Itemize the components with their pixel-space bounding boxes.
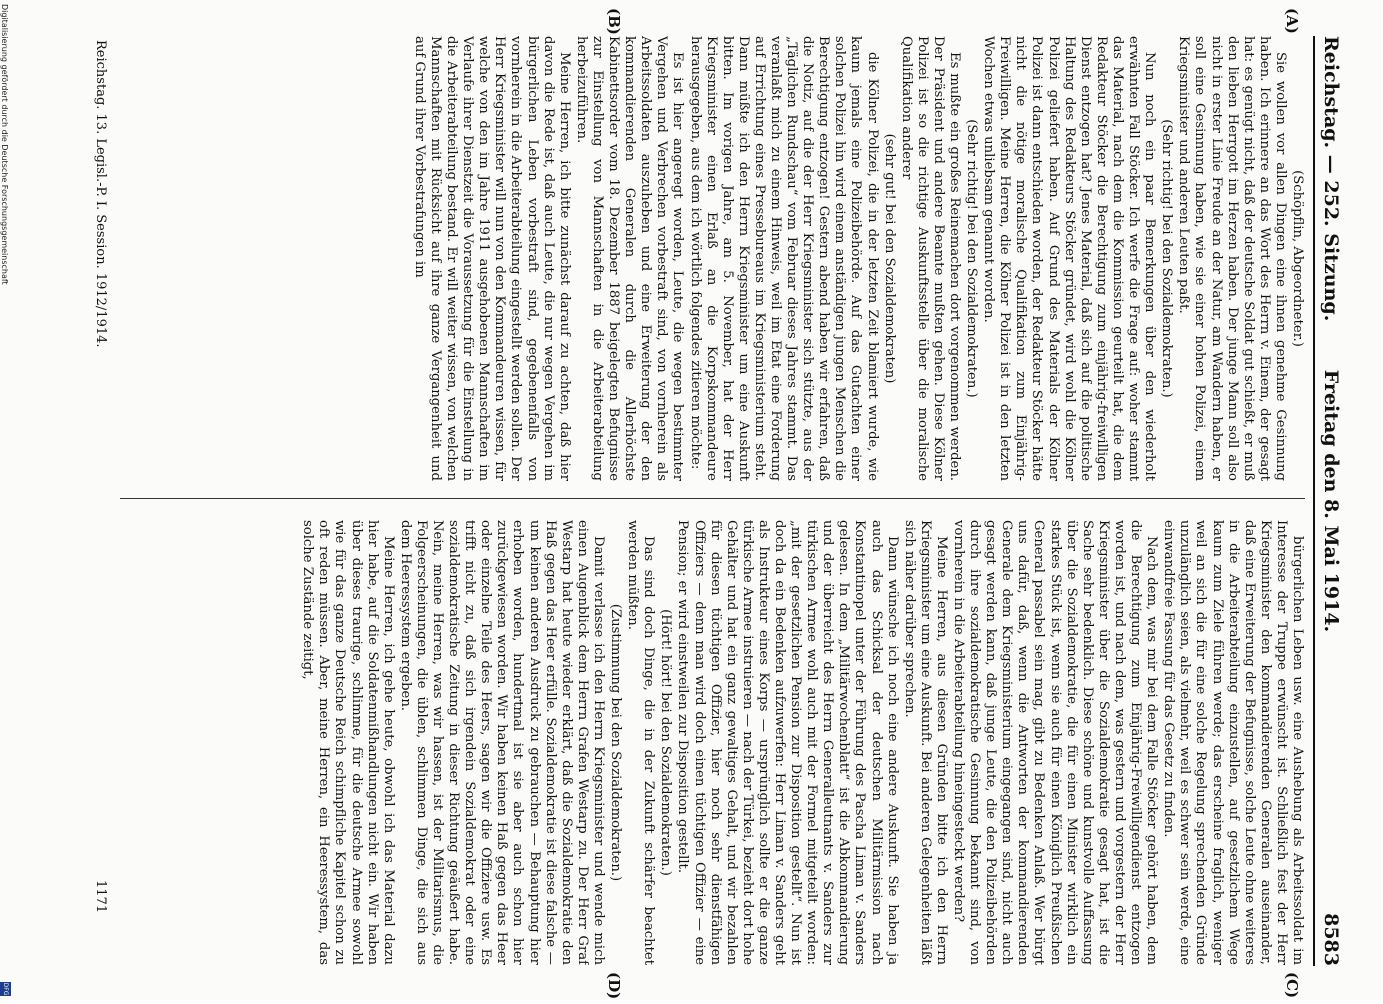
paragraph: Meine Herren, ich gehe heute, obwohl ich das Material dazu hier habe, auf die Soldatenmißhandlungen nicht ein. Wir haben über dieses traurige, schlimme, für die deutsche Armee sowohl wie für das ganze Deutsche Reich schimpfliche Kapitel schon zu oft reden müssen. Aber, meine Herren, ein Heeressystem, das solche Zustände zeitigt, [300, 520, 396, 965]
paragraph: (Sehr richtig! bei den Sozialdemokraten.) [964, 119, 980, 398]
paragraph: die Kölner Polizei, die in der letzten Zeit blamiert wurde, wie kaum jemals eine Polizeibehörde. Auf das Gutachten einer solchen Polizei hin wird einem anständigen jungen Menschen die Berechtigung entzogen! Gestern abend haben wir erfahren, daß die Notiz, auf die der Herr Kriegsminister sich stützte, aus der „Täglichen Rundschau“ vom Februar dieses Jahres stammt. Das veranlaßt mich zu einem Hinweis, weil im Etat eine Forderung auf Errichtung eines Pressebureaus im Kriegsministerium steht. Dann müßte ich den Herrn Kriegsminister um eine Auskunft bitten. Im vorigen Jahre, am 5. November, hat der Herr Kriegsminister einen Erlaß an die Korpskommandeure herausgegeben, aus dem ich wörtlich folgendes zitieren möchte: [687, 36, 880, 481]
header-page-number: 8583 [1320, 913, 1342, 966]
left-column [125, 36, 1305, 481]
margin-mark-c: (C) [1283, 972, 1301, 999]
footer-sheet-number: 1171 [93, 880, 108, 914]
paragraph: (Sehr richtig! bei den Sozialdemokraten.) [1159, 119, 1175, 398]
paragraph: Dann wünsche ich noch eine andere Auskunft. Sie haben ja auch das Schicksal der deutschen Militärmission nach Konstantinopel unter der Führung des Pascha Liman v. Sanders gelesen. In dem „Militärwochenblatt“ ist die Abkommandierung und der überreicht des Herrn Generalleutnants v. Sanders zur türkischen Armee wohl auch mit der Formel mitgeteilt worden: „mit der gesetzlichen Pension zur Disposition gestellt“. Nun ist doch da ein Bedenken aufzuwerfen: Herr Liman v. Sanders geht als Instrukteur eines Korps — ursprünglich sollte er die ganze türkische Armee instruieren — nach der Türkei, bezieht dort hohe Gehälter und hat ein ganz gewaltiges Gehalt, und wir bezahlen für diesen tüchtigen Offizier, hier noch sehr dienstfähigen Offiziers — denn man wird doch einen tüchtigen Offizier — eine Pension; er wird einstweilen zur Disposition gestellt. [675, 520, 900, 965]
paragraph: (sehr gut! bei den Sozialdemokraten) [881, 133, 897, 384]
paragraph: Es ist hier angeregt worden, Leute, die wegen bestimmter Vergehen und Verbrechen vorbestraft sind, von vornherein als Arbeitssoldaten auszuheben und eine Erweiterung der den kommandierenden Generalen durch die Allerhöchste Kabinettsorder vom 18. Dezember 1887 beigelegten Befugnisse zur Einstellung von Mannschaften in die Arbeiterabteilung herbeizuführen. [573, 36, 686, 481]
paragraph: Damit verlasse ich den Herrn Kriegsminister und wende mich einen Augenblick dem Herrn Grafen Westarp zu. Der Herr Graf Westarp hat heute wieder erklärt, daß die Sozialdemokratie den Haß gegen das Heer erfülle. Sozialdemokratie ist diese falsche — um keinen anderen Ausdruck zu gebrauchen — Behauptung hier erhoben worden, hundertmal ist sie aber auch schon hier zurückgewiesen worden. Wir haben keinen Haß gegen das Heer oder einzelne Teile des Heers, sagen wir die Offiziere usw. Es trifft nicht zu, daß sich irgendein Sozialdemokrat oder eine sozialdemokratische Zeitung in dieser Richtung geäußert habe. Nein, meine Herren, was wir hassen, ist der Militarismus, die Folgeerscheinungen, die üblen, schlimmen Dinge, die sich aus dem Heeressystem ergeben. [397, 520, 606, 965]
dfg-logo: DFG [2, 982, 9, 996]
paragraph: (Hört! hört! bei den Sozialdemokraten.) [658, 609, 674, 876]
paragraph: Nun noch ein paar Bemerkungen über den wiederholt erwähnten Fall Stöcker. Ich werfe die Frage auf: woher stammt das Material, nach dem die Kommission geurteilt hat, die dem Redakteur Stöcker die Berechtigung zum einjährig-freiwilligen Dienst entzogen hat? Jenes Material, daß sich auf die politische Haltung des Redakteurs Stöcker gründet, wird wohl die Kölner Polizei geliefert haben. Auf Grund des Materials der Kölner Polizei ist dann entschieden worden, der Redakteur Stöcker hätte nicht die nötige moralische Qualifikation zum Einjährig-Freiwilligen. Meine Herren, die Kölner Polizei ist in den letzten Wochen etwas unliebsam genannt worden. [981, 36, 1158, 481]
margin-mark-a: (A) [1283, 8, 1301, 34]
dfg-caption: Digitalisierung gefördert durch die Deutsche Forschungsgemeinschaft [0, 4, 9, 285]
column-divider [120, 498, 1305, 499]
header-date: Freitag den 8. Mai 1914. [1320, 369, 1342, 633]
right-column [125, 520, 1305, 965]
paragraph: Es mußte ein großes Reinemachen dort vorgenommen werden. Der Präsident und andere Beamte mußten gehen. Diese Kölner Polizei ist so die richtige Auskunftsstelle über die moralische Qualifikation anderer [898, 36, 963, 481]
header-session: Reichstag. — 252. Sitzung. [1320, 36, 1342, 322]
footer-session-info: Reichstag. 13. Legisl.-P. I. Session. 1912/1914. [93, 40, 108, 348]
paragraph: Das sind doch Dinge, die in der Zukunft schärfer beachtet werden müßten. [625, 520, 657, 965]
paragraph: Sie wollen vor allen Dingen eine ihnen genehme Gesinnung haben. Ich erinnere an das Wort des Herrn v. Einem, der gesagt hat: es genügt nicht, daß der deutsche Soldat gut schießt, er muß den lieben Herrgott im Herzen haben. Der junge Mann soll also nicht in erster Linie Freude an der Natur, am Wandern haben, er soll eine Gesinnung haben, wie sie einer hohen Polizei, einem Kriegsminister und anderen Leuten paßt. [1176, 36, 1288, 481]
paragraph: Meine Herren, ich bitte zunächst darauf zu achten, daß hier davon die Rede ist, daß auch Leute, die nur wegen Vergehen im bürgerlichen Leben vorbestraft sind, gegebenenfalls von vornherein in die Arbeiterabteilung eingestellt werden sollen. Der Herr Kriegsminister will nun von den Kommandeuren wissen, für welche von den im Jahre 1911 ausgehobenen Mannschaften im Verlaufe ihrer Dienstzeit die Voraussetzung für die Einstellung in die Arbeiterabteilung bestand. Er will weiter wissen, von welchen Mannschaften mit Rücksicht auf ihre ganze Vergangenheit und auf Grund ihrer Vorbestrafungen im [411, 36, 572, 481]
margin-mark-d: (D) [605, 972, 623, 1000]
paragraph: Meine Herren, aus diesen Gründen bitte ich den Herrn Kriegsminister um eine Auskunft. Bei anderen Gelegenheiten läßt sich näher darüber sprechen. [901, 520, 949, 965]
paragraph: (Schöpflin, Abgeordneter.) [1290, 170, 1305, 347]
paragraph: (Zustimmung bei den Sozialdemokraten.) [608, 603, 624, 882]
page-header [1313, 36, 1349, 966]
paragraph: Nach dem, was mir bei dem Falle Stöcker gehört haben, dem die Berechtigung zum Einjährig-Freiwilligendienst entzogen worden ist, und nach dem, was gestern und vorgestern der Herr Kriegsminister über die Sozialdemokratie gesagt hat, ist die Sache sehr bedenklich. Diese schöne und kunstvolle Auffassung über die Sozialdemokratie, die für einen Minister wirklich ein starkes Stück ist, wenn sie auch für einen Königlich Preußischen General passabel sein mag, gibt zu Bedenken Anlaß. Wer bürgt uns dafür, daß, wenn die Antworten der kommandierenden Generale dem Kriegsministerium eingegangen sind, nicht auch gesagt werden kann, daß junge Leute, die den Polizeibehörden durch ihre sozialdemokratische Gesinnung bekannt sind, von vornherein in die Arbeiterabteilung hineingesteckt werden? [951, 520, 1160, 965]
margin-mark-b: (B) [605, 8, 623, 35]
paragraph: bürgerlichen Leben usw. eine Aushebung als Arbeitssoldat im Interesse der Truppe erwünscht ist. Schließlich fest der Herr Kriegsminister den kommandierenden Generalen auseinander, daß eine Erweiterung der Befugnisse, solche Leute ohne weiteres in die Arbeiterabteilung einzustellen, auf gesetzlichem Wege kaum zum Ziele führen werde; das erscheine fraglich, weniger weil an sich die für eine solche Regelung sprechenden Gründe unzulänglich seien, als vielmehr, weil es schwer sein werde, eine einwandfreie Fassung für das Gesetz zu finden. [1161, 520, 1305, 965]
